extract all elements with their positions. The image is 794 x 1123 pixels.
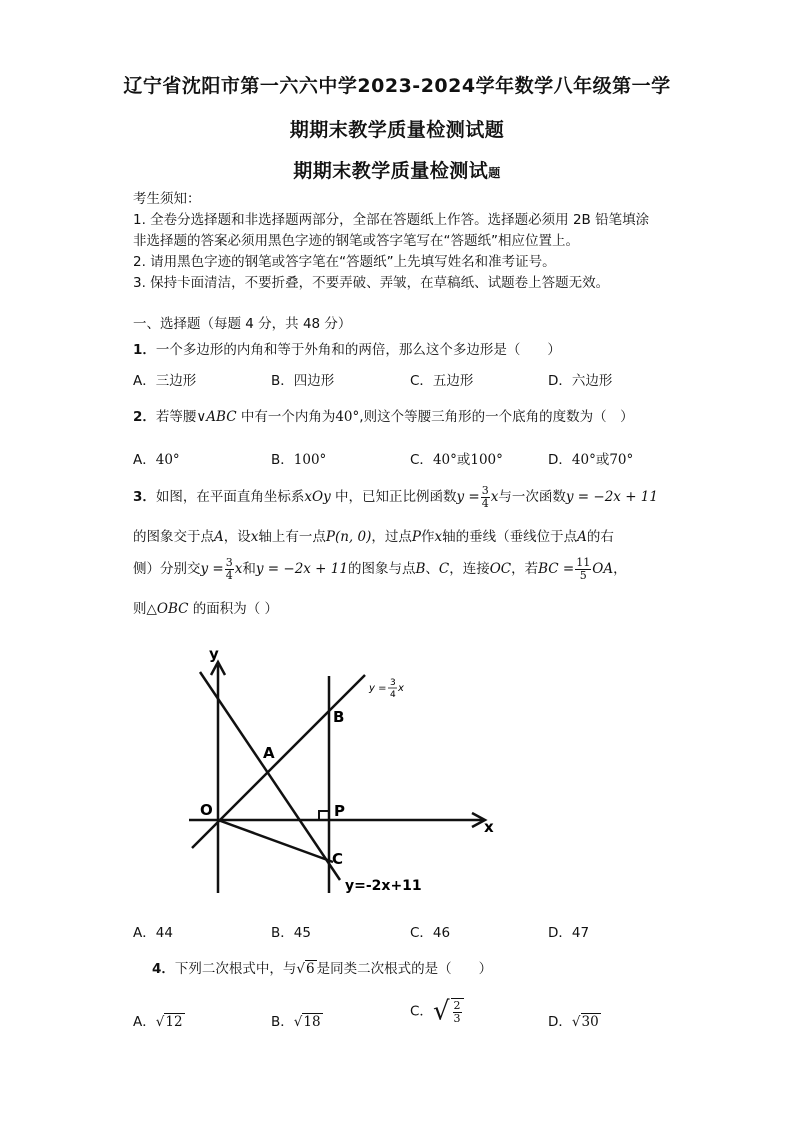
- frac-numerator: 3: [225, 555, 233, 569]
- q1-option-d[interactable]: D．六边形: [548, 373, 613, 389]
- right-angle-marker: [319, 811, 329, 820]
- q4-number: 4．: [152, 961, 175, 977]
- frac-denominator: 4: [225, 568, 233, 582]
- point-C-label: C: [332, 850, 344, 868]
- q3-l1-c: 与一次函数: [498, 489, 566, 505]
- q3-l2-b: ，设: [223, 529, 251, 545]
- frac-denominator: 3: [453, 1012, 461, 1025]
- q1-number: 1．: [133, 342, 156, 358]
- page-title-line2: 期期末教学质量检测试题: [289, 119, 505, 141]
- q3-l2-x2: x: [434, 529, 443, 545]
- q2-angle: 40°: [335, 409, 360, 425]
- q3-l4-b: 的面积为（ ）: [192, 601, 279, 617]
- point-P-label: P: [334, 802, 345, 820]
- q4-option-b-value: 18: [303, 1014, 321, 1030]
- q3-l3-f: ，: [613, 561, 627, 577]
- q3-l2-e: 作: [420, 529, 435, 545]
- q3-l3-d: ，连接: [449, 561, 490, 577]
- q3-l3-BC: BC =: [538, 561, 575, 577]
- notice-item-2: 2. 请用黑色字迹的钢笔或答字笔在“答题纸”上先填写姓名和准考证号。: [133, 254, 556, 270]
- q3-l3-e: ，若: [511, 561, 539, 577]
- notice-heading: 考生须知：: [133, 191, 201, 207]
- q4-text-2: 是同类二次根式的是（ ）: [316, 961, 493, 977]
- q2-option-b-label: B．: [271, 452, 294, 468]
- q3-option-c[interactable]: C．46: [410, 925, 451, 941]
- q3-l3-C: C: [438, 561, 450, 577]
- q1-option-b[interactable]: B．四边形: [271, 373, 335, 389]
- q4-option-d-value: 30: [581, 1014, 599, 1030]
- q1-text: 一个多边形的内角和等于外角和的两倍，那么这个多边形是（ ）: [155, 342, 561, 358]
- segment-OC: [218, 820, 333, 862]
- q3-l1-b: 中，已知正比例函数: [335, 489, 457, 505]
- page-title-line3-text: 期期末教学质量检测试: [293, 160, 489, 182]
- q4-option-b-label: B．: [271, 1014, 294, 1030]
- q3-l2-f: 轴的垂线（垂线位于点: [442, 529, 578, 545]
- point-A-label: A: [263, 744, 275, 762]
- q3-l2-A: A: [214, 529, 224, 545]
- q3-option-d[interactable]: D．47: [548, 925, 590, 941]
- x-axis-label: x: [484, 818, 494, 836]
- q3-l1-y: y =: [456, 489, 480, 505]
- q3-l3-OA: OA: [592, 561, 614, 577]
- frac-numerator: 2: [453, 999, 461, 1012]
- q3-l4-tri: △OBC: [146, 601, 189, 617]
- q3-l3-y: y =: [200, 561, 224, 577]
- q3-l2-x: x: [250, 529, 259, 545]
- q3-l4-a: 则: [133, 601, 147, 617]
- q3-l2-P: P(n, 0): [325, 529, 372, 545]
- q2-option-a-label: A．: [133, 452, 156, 468]
- line1-label-x: x: [398, 683, 404, 694]
- q4-option-d-sqrt: √30: [571, 1014, 599, 1030]
- q2-option-d-label: D．: [548, 452, 572, 468]
- q3-option-b[interactable]: B．45: [271, 925, 311, 941]
- q4-option-a-sqrt: √12: [155, 1014, 183, 1030]
- q4-option-b-sqrt: √18: [293, 1014, 321, 1030]
- q3-l3-a: 侧）分别交: [133, 561, 201, 577]
- q2-triangle: ∨ABC: [196, 409, 237, 425]
- line1-label-den: 4: [390, 690, 396, 700]
- q4-option-c-radical-sign: √: [432, 996, 450, 1027]
- q4-option-a-label: A．: [133, 1014, 156, 1030]
- q3-l3-eq2: y = −2x + 11: [255, 561, 348, 577]
- y-axis-label: y: [209, 645, 219, 663]
- frac-numerator: 3: [481, 483, 489, 497]
- notice-item-1b: 非选择题的答案必须用黑色字迹的钢笔或答字笔写在“答题纸”相应位置上。: [133, 233, 579, 249]
- q3-number: 3．: [133, 489, 156, 505]
- q4-option-b[interactable]: [271, 1010, 323, 1030]
- notice-item-1a: 1. 全卷分选择题和非选择题两部分，全部在答题纸上作答。选择题必须用 2B 铅笔填涂: [133, 212, 650, 228]
- q3-l3-b: 和: [242, 561, 256, 577]
- q2-option-a-value: 40°: [155, 452, 180, 468]
- q4-option-c-label: C．: [410, 1003, 433, 1020]
- q4-text-1: 下列二次根式中，与: [174, 961, 297, 977]
- q3-l3-B: B: [415, 561, 426, 577]
- q3-l1-a: 如图，在平面直角坐标系: [155, 489, 305, 505]
- line-y-neg2x-11: [200, 672, 340, 880]
- q3-l3-c: 的图象与点: [347, 561, 416, 577]
- q4-option-d[interactable]: [548, 1010, 601, 1030]
- page-title-line3-small: 题: [488, 166, 501, 180]
- q2-text-2: 中有一个内角为: [240, 409, 336, 425]
- line1-label-num: 3: [390, 678, 396, 688]
- q3-l3-sep: 、: [425, 561, 439, 577]
- q1-option-c[interactable]: C．五边形: [410, 373, 474, 389]
- q3-l2-P2: P: [411, 529, 421, 545]
- q3-l3-x: x: [234, 561, 243, 577]
- q3-l2-c: 轴上有一点: [258, 529, 326, 545]
- notice-item-3: 3. 保持卡面清洁，不要折叠，不要弄破、弄皱，在草稿纸、试题卷上答题无效。: [133, 275, 610, 291]
- frac-numerator: 11: [576, 555, 591, 569]
- q4-option-c[interactable]: [410, 998, 465, 1025]
- line2-label: y=-2x+11: [345, 878, 422, 894]
- section-heading: 一、选择题（每题 4 分，共 48 分）: [133, 316, 352, 332]
- q3-xoy: xOy: [304, 489, 331, 505]
- q4-option-c-fraction: [451, 998, 464, 1025]
- origin-label: O: [200, 801, 213, 819]
- frac-denominator: 5: [579, 568, 587, 582]
- q3-l2-a: 的图象交于点: [133, 529, 214, 545]
- point-B-label: B: [333, 708, 345, 726]
- q2-option-c-value: 40°或100°: [432, 452, 503, 468]
- q4-option-a-value: 12: [165, 1014, 183, 1030]
- q3-l1-eq2: y = −2x + 11: [565, 489, 658, 505]
- q3-l2-g: 的右: [586, 529, 614, 545]
- page-title-line1: 辽宁省沈阳市第一六六中学2023-2024学年数学八年级第一学: [123, 75, 671, 97]
- q2-text-3: ,则这个等腰三角形的一个底角的度数为（ ）: [359, 409, 634, 425]
- q2-option-b-value: 100°: [293, 452, 327, 468]
- line1-label-y: y =: [369, 683, 387, 694]
- question-4: [152, 957, 492, 977]
- q1-option-a[interactable]: A．三边形: [133, 373, 197, 389]
- q2-option-d-value: 40°或70°: [571, 452, 634, 468]
- q3-l2-A2: A: [577, 529, 587, 545]
- frac-denominator: 4: [481, 496, 489, 510]
- q4-sqrt-6-value: 6: [306, 961, 315, 977]
- q4-option-a[interactable]: [133, 1010, 185, 1030]
- q4-option-d-label: D．: [548, 1014, 572, 1030]
- q2-number: 2．: [133, 409, 156, 425]
- q3-l1-x: x: [490, 489, 499, 505]
- q3-option-a[interactable]: A．44: [133, 925, 173, 941]
- q3-l2-d: ，过点: [371, 529, 412, 545]
- q2-option-c-label: C．: [410, 452, 433, 468]
- q4-sqrt-6: √6: [296, 961, 315, 977]
- q2-text-1: 若等腰: [155, 409, 197, 425]
- q3-l3-OC: OC: [489, 561, 512, 577]
